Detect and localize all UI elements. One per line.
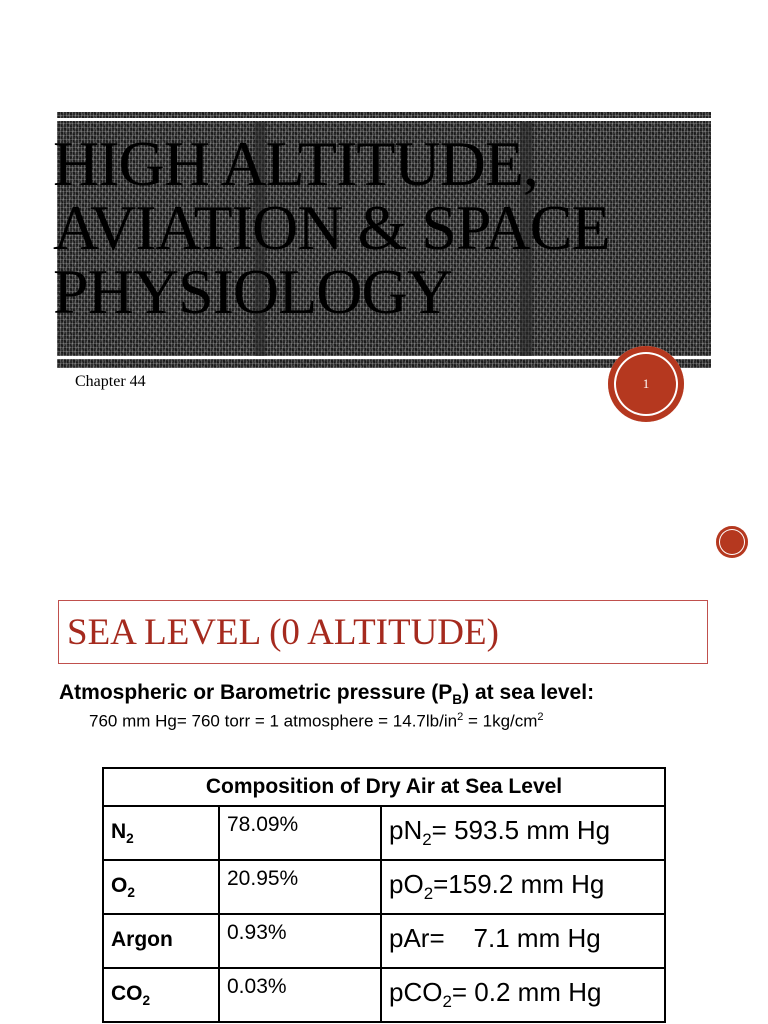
partial-pressure-cell — [381, 968, 665, 1022]
percent-cell: 20.95% — [219, 860, 381, 914]
section-heading-box — [58, 600, 708, 664]
chapter-subtitle: Chapter 44 — [75, 373, 146, 390]
gas-cell — [103, 914, 219, 968]
pressure-detail-superscript: 2 — [537, 711, 544, 723]
gas-subscript: 2 — [126, 831, 134, 847]
dry-air-composition-table — [102, 767, 666, 1023]
pressure-equivalents — [89, 711, 544, 732]
percent-cell: 78.09% — [219, 806, 381, 860]
slide-title — [53, 128, 753, 327]
pressure-detail-text: = 1kg/cm — [463, 711, 538, 731]
pressure-title-subscript: B — [452, 692, 463, 708]
gas-subscript: 2 — [127, 885, 135, 901]
gas-symbol: O — [111, 873, 128, 897]
percent-cell: 0.93% — [219, 914, 381, 968]
gas-cell — [103, 860, 219, 914]
partial-pressure-cell — [381, 806, 665, 860]
section-heading: SEA LEVEL (0 ALTITUDE) — [67, 612, 499, 653]
title-line: AVIATION & SPACE — [53, 192, 610, 263]
table-row — [103, 968, 665, 1022]
banner-top-rule — [57, 118, 711, 121]
gas-symbol: CO — [111, 981, 143, 1005]
pp-text: =159.2 mm Hg — [433, 869, 605, 900]
table-header-row — [103, 768, 665, 806]
pressure-title-text: Atmospheric or Barometric pressure (P — [59, 681, 453, 704]
table-row — [103, 860, 665, 914]
pp-text: = 593.5 mm Hg — [431, 815, 611, 846]
pp-subscript: 2 — [422, 830, 432, 850]
gas-cell — [103, 806, 219, 860]
pressure-title-text: ) at sea level: — [462, 681, 595, 704]
partial-pressure-cell — [381, 860, 665, 914]
gas-symbol: N — [111, 819, 127, 843]
pp-subscript: 2 — [442, 992, 452, 1012]
pressure-title — [59, 681, 594, 707]
partial-pressure-cell — [381, 914, 665, 968]
page-number-badge — [608, 346, 684, 422]
pressure-detail-superscript: 2 — [457, 711, 464, 723]
pp-text: pAr= 7.1 mm Hg — [389, 923, 601, 954]
banner-bottom-rule — [57, 356, 711, 359]
gas-subscript: 2 — [142, 993, 151, 1009]
pp-text: = 0.2 mm Hg — [451, 977, 602, 1008]
title-line: HIGH ALTITUDE, — [53, 128, 538, 199]
table-row — [103, 806, 665, 860]
table-row — [103, 914, 665, 968]
pp-text: pCO — [389, 977, 443, 1008]
gas-symbol: Argon — [111, 927, 173, 951]
pressure-detail-text: 760 mm Hg= 760 torr = 1 atmosphere = 14.7lb/in — [89, 711, 458, 731]
slide-marker-dot — [716, 526, 748, 558]
gas-cell — [103, 968, 219, 1022]
page-number: 1 — [642, 376, 650, 391]
pp-text: pN — [389, 815, 423, 846]
pp-subscript: 2 — [423, 884, 434, 904]
title-line: PHYSIOLOGY — [53, 256, 452, 327]
table-header: Composition of Dry Air at Sea Level — [103, 768, 665, 806]
pp-text: pO — [389, 869, 424, 900]
percent-cell: 0.03% — [219, 968, 381, 1022]
